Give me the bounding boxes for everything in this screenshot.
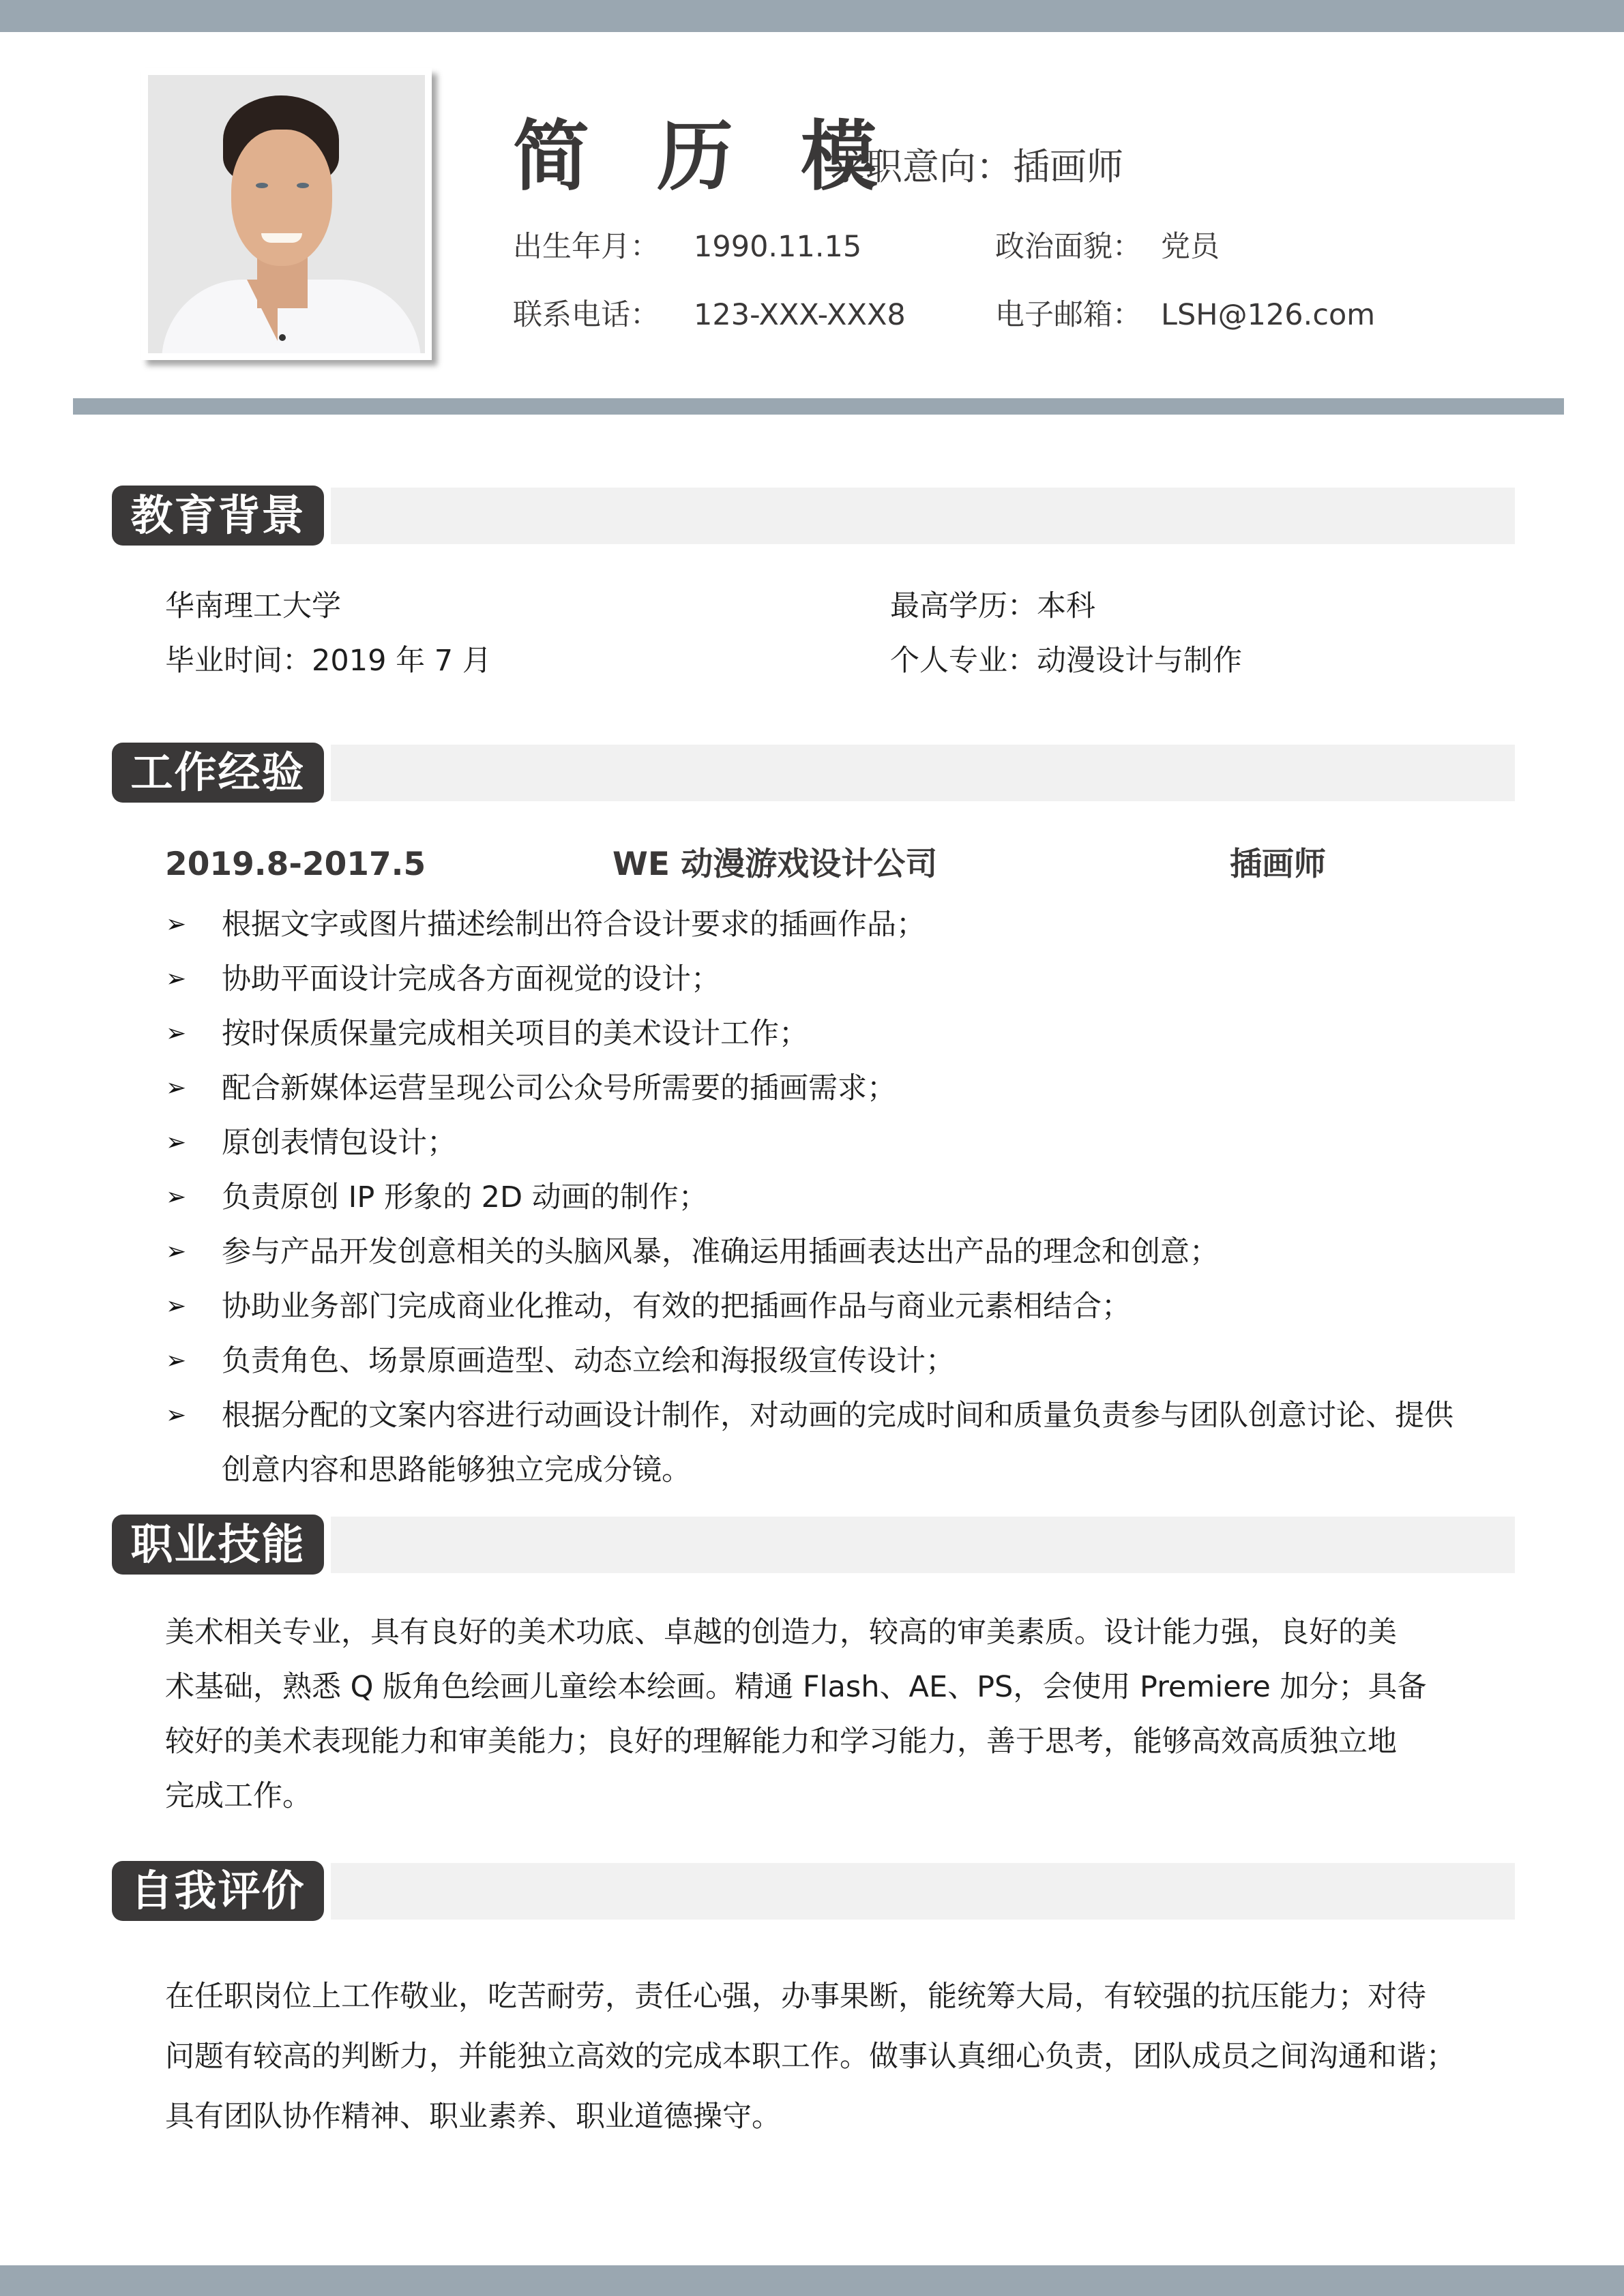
header-divider	[73, 398, 1564, 415]
education-school: 华南理工大学	[165, 589, 341, 623]
education-major: 个人专业：动漫设计与制作	[890, 644, 1242, 678]
arrow-bullet-icon: ➢	[166, 1292, 187, 1320]
section-band-education	[331, 488, 1515, 544]
info-phone-value: 123-XXX-XXX8	[694, 298, 906, 332]
info-political-label: 政治面貌：	[995, 230, 1142, 264]
education-degree: 最高学历：本科	[890, 589, 1095, 623]
skills-line: 美术相关专业，具有良好的美术功底、卓越的创造力，较高的审美素质。设计能力强，良好的美	[165, 1615, 1397, 1650]
bottom-accent-bar	[0, 2265, 1624, 2296]
arrow-bullet-icon: ➢	[166, 965, 187, 993]
arrow-bullet-icon: ➢	[166, 910, 187, 938]
section-title-skills: 职业技能	[112, 1515, 324, 1575]
job-intention: 求职意向：插画师	[829, 145, 1123, 188]
section-title-self-eval: 自我评价	[112, 1861, 324, 1921]
arrow-bullet-icon: ➢	[166, 1129, 187, 1157]
arrow-bullet-icon: ➢	[166, 1019, 187, 1047]
arrow-bullet-icon: ➢	[166, 1401, 187, 1429]
self-eval-line: 具有团队协作精神、职业素养、职业道德操守。	[165, 2100, 781, 2134]
top-accent-bar	[0, 0, 1624, 32]
skills-line: 术基础，熟悉 Q 版角色绘画儿童绘本绘画。精通 Flash、AE、PS，会使用 Premiere 加分；具备	[165, 1670, 1427, 1704]
work-period: 2019.8-2017.5	[165, 846, 426, 883]
section-title-work: 工作经验	[112, 743, 324, 803]
self-eval-line: 问题有较高的判断力，并能独立高效的完成本职工作。做事认真细心负责，团队成员之间沟通和谐；	[165, 2040, 1456, 2074]
info-birth-value: 1990.11.15	[694, 230, 862, 264]
arrow-bullet-icon: ➢	[166, 1238, 187, 1266]
section-band-skills	[331, 1517, 1515, 1573]
section-title-education: 教育背景	[112, 486, 324, 546]
portrait-image	[148, 75, 425, 353]
info-phone-label: 联系电话：	[513, 298, 660, 332]
info-email-value[interactable]: LSH@126.com	[1161, 298, 1376, 332]
arrow-bullet-icon: ➢	[166, 1183, 187, 1211]
arrow-bullet-icon: ➢	[166, 1347, 187, 1375]
work-role: 插画师	[1230, 846, 1326, 883]
skills-line: 较好的美术表现能力和审美能力；良好的理解能力和学习能力，善于思考，能够高效高质独立地	[165, 1725, 1397, 1759]
arrow-bullet-icon: ➢	[166, 1074, 187, 1102]
education-graduation: 毕业时间：2019 年 7 月	[165, 644, 492, 678]
work-company: WE 动漫游戏设计公司	[612, 846, 938, 883]
info-email-label: 电子邮箱：	[995, 298, 1142, 332]
section-band-work	[331, 745, 1515, 801]
resume-title: 简 历 模	[513, 113, 898, 201]
section-band-self-eval	[331, 1863, 1515, 1920]
profile-photo	[141, 68, 432, 360]
self-eval-line: 在任职岗位上工作敬业，吃苦耐劳，责任心强，办事果断，能统筹大局，有较强的抗压能力；对待	[165, 1980, 1426, 2014]
skills-line: 完成工作。	[165, 1779, 312, 1813]
info-political-value: 党员	[1161, 230, 1220, 264]
info-birth-label: 出生年月：	[513, 230, 660, 264]
